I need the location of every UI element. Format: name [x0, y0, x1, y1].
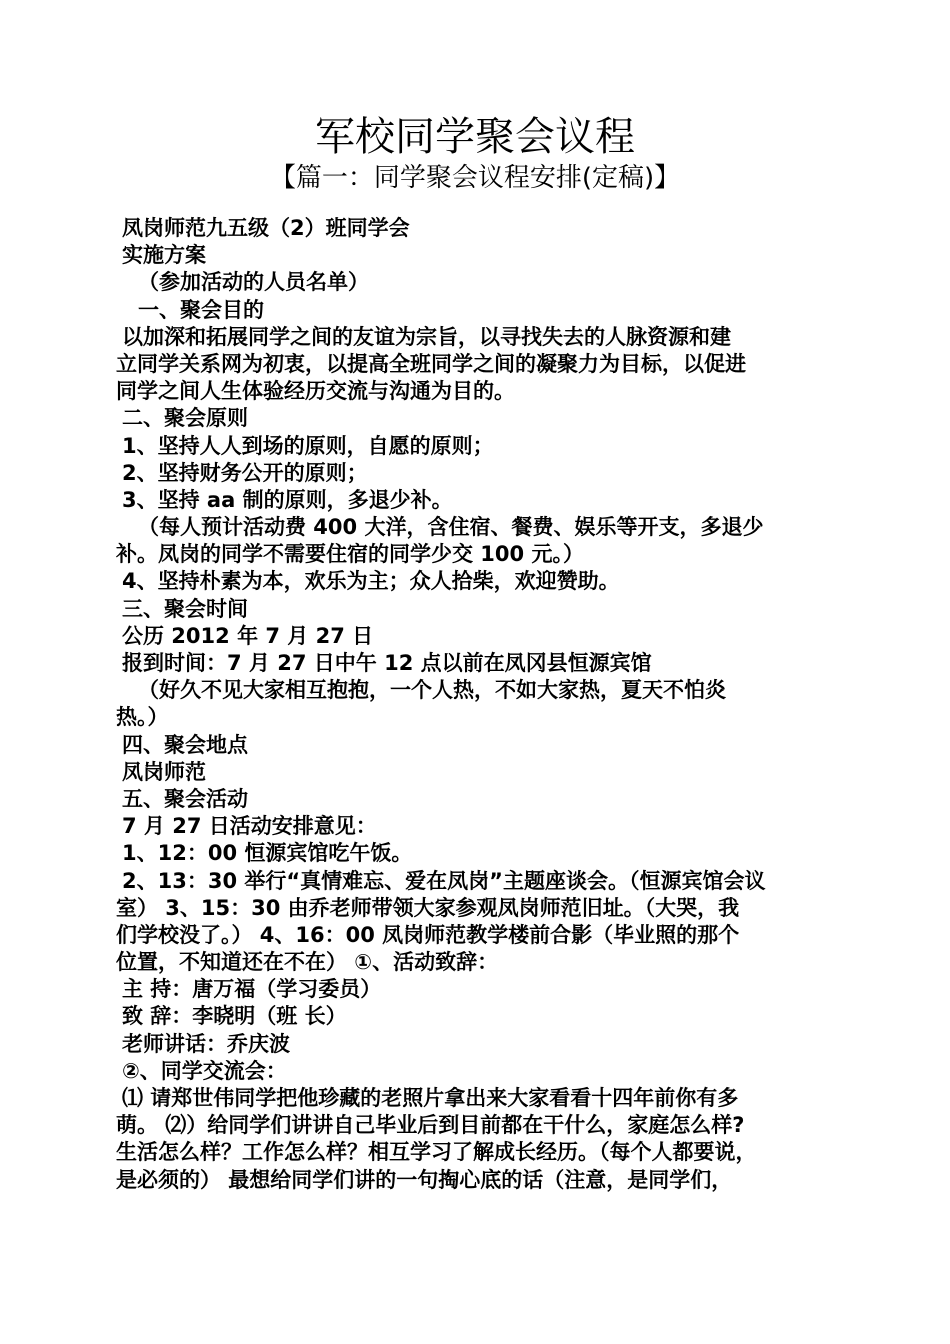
text-line: 立同学关系网为初衷，以提高全班同学之间的凝聚力为目标，以促进	[116, 351, 746, 376]
text-line: 2、13：30 举行“真情难忘、爱在凤岗”主题座谈会。（恒源宾馆会议	[122, 868, 766, 893]
document-subtitle: 【篇一：同学聚会议程安排(定稿)】	[269, 163, 681, 193]
text-line: 生活怎么样？工作怎么样？相互学习了解成长经历。（每个人都要说，	[116, 1140, 757, 1165]
text-line: 实施方案	[122, 243, 206, 268]
text-line: 3、坚持 aa 制的原则，多退少补。	[122, 487, 453, 512]
text-line: 室） 3、15：30 由乔老师带领大家参观凤岗师范旧址。（大哭，我	[116, 895, 740, 920]
text-line: 以加深和拓展同学之间的友谊为宗旨，以寻找失去的人脉资源和建	[122, 324, 731, 349]
text-line: 们学校没了。） 4、16：00 凤岗师范教学楼前合影（毕业照的那个	[116, 922, 740, 947]
text-line: 凤岗师范	[122, 759, 206, 784]
text-line: 报到时间：7 月 27 日中午 12 点以前在凤冈县恒源宾馆	[122, 651, 652, 675]
text-line: 补。凤岗的同学不需要住宿的同学少交 100 元。）	[116, 542, 584, 567]
text-line: （参加活动的人员名单）	[138, 270, 369, 295]
text-line: 1、坚持人人到场的原则，自愿的原则；	[122, 433, 494, 458]
text-line: 致 辞：李晓明（班 长）	[122, 1004, 347, 1029]
text-line: 主 持：唐万福（学习委员）	[122, 977, 382, 1002]
text-line: ⑴ 请郑世伟同学把他珍藏的老照片拿出来大家看看十四年前你有多	[122, 1086, 739, 1110]
section-heading: 一、聚会目的	[138, 297, 264, 322]
text-line: 萌。 ⑵）给同学们讲讲自己毕业后到目前都在干什么，家庭怎么样?	[116, 1113, 745, 1138]
text-line: 7 月 27 日活动安排意见：	[122, 814, 377, 839]
text-line: 是必须的） 最想给同学们讲的一句掏心底的话（注意，是同学们，	[116, 1167, 733, 1192]
text-line: 凤岗师范九五级（2）班同学会	[122, 216, 410, 240]
text-line: 2、坚持财务公开的原则；	[122, 460, 368, 485]
document-title: 军校同学聚会议程	[315, 114, 635, 160]
section-heading: 三、聚会时间	[122, 596, 248, 621]
text-line: 热。）	[116, 705, 169, 730]
section-heading: 四、聚会地点	[122, 732, 248, 757]
text-line: 4、坚持朴素为本，欢乐为主；众人拾柴，欢迎赞助。	[122, 569, 620, 594]
section-heading: 二、聚会原则	[122, 406, 248, 431]
text-line: ②、同学交流会：	[122, 1058, 287, 1083]
text-line: 公历 2012 年 7 月 27 日	[122, 623, 374, 648]
document-body	[116, 215, 846, 1194]
text-line: 位置，不知道还在不在） ①、活动致辞：	[116, 950, 499, 975]
text-line: （好久不见大家相互抱抱，一个人热，不如大家热，夏天不怕炎	[138, 678, 726, 703]
text-line: 老师讲话：乔庆波	[122, 1031, 290, 1056]
text-line: 同学之间人生体验经历交流与沟通为目的。	[116, 379, 515, 404]
section-heading: 五、聚会活动	[122, 786, 248, 811]
text-line: 1、12：00 恒源宾馆吃午饭。	[122, 841, 413, 866]
text-line: （每人预计活动费 400 大洋，含住宿、餐费、娱乐等开支，多退少	[138, 515, 764, 540]
